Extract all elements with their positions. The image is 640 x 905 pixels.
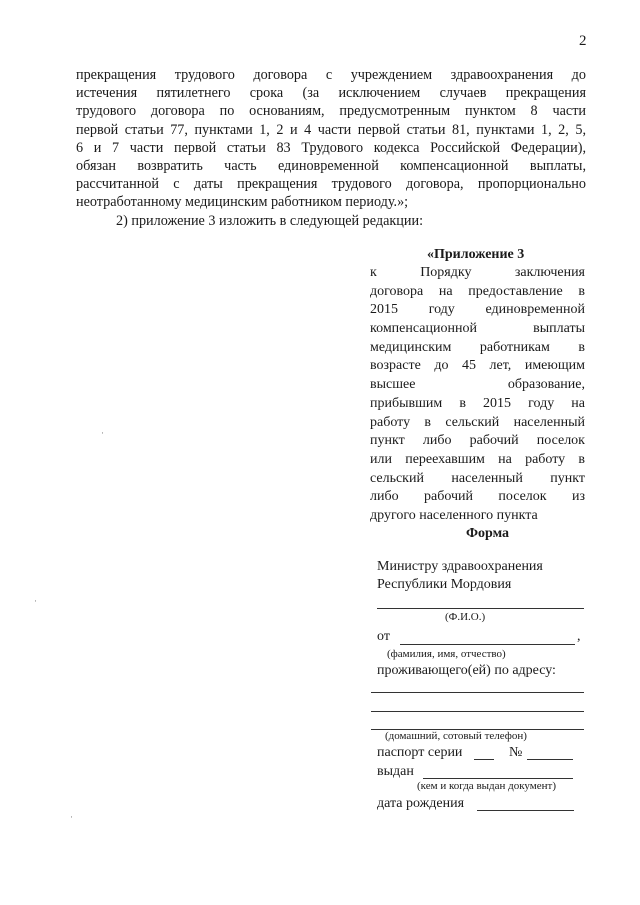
from-comma: , bbox=[577, 629, 581, 644]
page-number: 2 bbox=[579, 33, 587, 49]
fio-blank[interactable] bbox=[377, 608, 584, 609]
appendix-line: другого населенного пункта bbox=[370, 507, 538, 523]
appendix-line: договора на предоставление в bbox=[370, 283, 585, 299]
appendix-line: или переехавшим на работу в bbox=[370, 451, 585, 467]
birth-date-label: дата рождения bbox=[377, 796, 465, 811]
appendix-line: высшее образование, bbox=[370, 377, 585, 393]
body-line: 6 и 7 части первой статьи 83 Трудового кодекса Российской Федерации), bbox=[76, 139, 586, 156]
birth-date-blank[interactable] bbox=[477, 810, 574, 811]
fio-caption: (Ф.И.О.) bbox=[445, 611, 486, 623]
issued-blank[interactable] bbox=[423, 778, 573, 779]
address-blank-2[interactable] bbox=[371, 711, 584, 712]
body-line: прекращения трудового договора с учреждением здравоохранения до bbox=[76, 67, 586, 83]
appendix-line: сельский населенный пункт bbox=[370, 470, 585, 486]
phone-caption: (домашний, сотовый телефон) bbox=[385, 730, 527, 742]
body-line: неотработанному медицинским работником периоду.»; bbox=[76, 194, 409, 211]
item-2-line: 2) приложение 3 изложить в следующей редакции: bbox=[116, 212, 424, 229]
appendix-line: компенсационной выплаты bbox=[370, 321, 585, 337]
appendix-line: либо рабочий поселок из bbox=[370, 489, 585, 505]
paragraph-continuation bbox=[76, 66, 586, 230]
appendix-line: работу в сельский населенный bbox=[370, 414, 585, 430]
address-label: проживающего(ей) по адресу: bbox=[377, 663, 556, 678]
scan-speck: · bbox=[101, 428, 104, 438]
appendix-line: прибывшим в 2015 году на bbox=[370, 395, 585, 411]
addressee-line-2: Республики Мордовия bbox=[377, 577, 512, 592]
body-line: истечения пятилетнего срока (за исключением случаев прекращения bbox=[76, 85, 586, 102]
appendix-line: 2015 году единовременной bbox=[370, 302, 585, 318]
address-blank-1[interactable] bbox=[371, 692, 584, 693]
form-title: Форма bbox=[466, 526, 510, 541]
appendix-line: пункт либо рабочий поселок bbox=[370, 433, 585, 449]
scan-speck: · bbox=[34, 596, 37, 606]
passport-label: паспорт серии bbox=[377, 745, 463, 760]
full-name-blank[interactable] bbox=[400, 644, 575, 645]
addressee-line-1: Министру здравоохранения bbox=[377, 559, 543, 574]
body-line: первой статьи 77, пунктами 1, 2 и 4 части первой статьи 81, пунктами 1, 2, 5, bbox=[76, 121, 586, 138]
body-line: обязан возвратить часть единовременной компенсационной выплаты, bbox=[76, 157, 586, 174]
issued-label: выдан bbox=[377, 764, 414, 779]
body-line: трудового договора по основаниям, предусмотренным пунктом 8 части bbox=[76, 103, 586, 120]
appendix-title-text: Приложение 3 bbox=[434, 247, 525, 262]
scan-speck: · bbox=[70, 812, 73, 822]
full-name-caption: (фамилия, имя, отчество) bbox=[387, 648, 506, 660]
from-label: от bbox=[377, 629, 390, 644]
appendix-header bbox=[370, 245, 585, 526]
opening-quote: « bbox=[427, 247, 434, 262]
passport-number-label: № bbox=[509, 745, 523, 760]
passport-number-blank[interactable] bbox=[527, 759, 573, 760]
appendix-line: возрасте до 45 лет, имеющим bbox=[370, 358, 585, 374]
passport-series-blank[interactable] bbox=[474, 759, 494, 760]
appendix-line: к Порядку заключения bbox=[370, 265, 585, 280]
body-line: рассчитанной с даты прекращения трудового договора, пропорционально bbox=[76, 176, 586, 193]
issued-caption: (кем и когда выдан документ) bbox=[417, 780, 556, 792]
appendix-line: медицинским работникам в bbox=[370, 339, 585, 355]
appendix-title bbox=[370, 245, 585, 264]
